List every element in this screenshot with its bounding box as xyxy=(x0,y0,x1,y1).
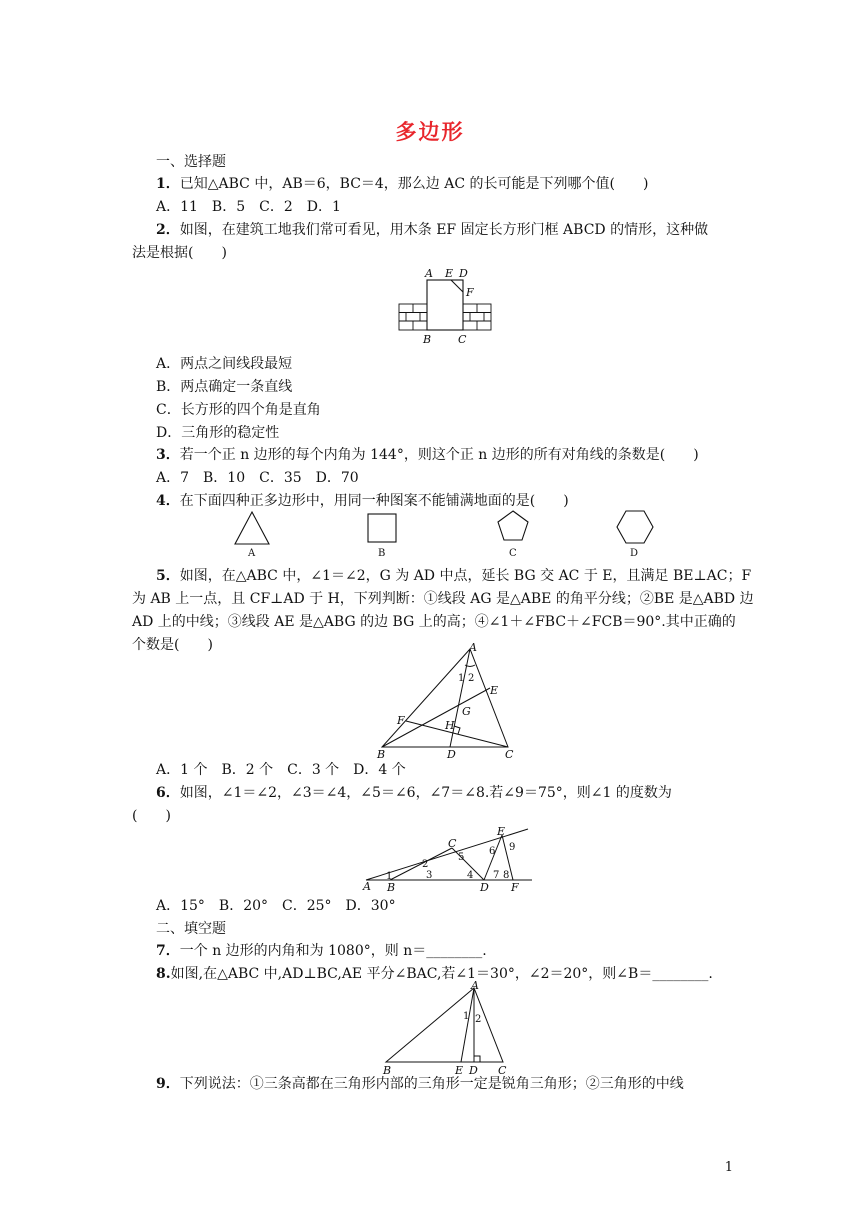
label-a: A xyxy=(471,980,479,992)
question-text: 下列说法：①三条高都在三角形内部的三角形一定是锐角三角形；②三角形的中线 xyxy=(179,1076,684,1092)
question-text: 如图，在建筑工地我们常可看见，用木条 EF 固定长方形门框 ABCD 的情形，这种做 xyxy=(179,222,709,238)
label-f: F xyxy=(466,286,474,299)
label-b: B xyxy=(383,1064,392,1076)
question-5 xyxy=(156,565,752,587)
question-2 xyxy=(156,219,738,241)
label-f: F xyxy=(511,881,519,893)
label-g: G xyxy=(462,705,471,718)
question-text: 一个 n 边形的内角和为 1080°，则 n＝________. xyxy=(179,943,487,959)
question-number: 5． xyxy=(156,568,180,584)
altitude-bisector-figure xyxy=(378,980,510,1076)
label-b: B xyxy=(378,548,386,559)
label-angle-1: 1 xyxy=(463,1011,470,1022)
page-number: 1 xyxy=(724,1160,733,1175)
label-angle-1: 1 xyxy=(458,673,465,684)
question-9 xyxy=(156,1073,738,1095)
left-brick-wall xyxy=(399,304,427,330)
label-angle-9: 9 xyxy=(509,842,516,853)
triangle-angle-bisector-figure xyxy=(372,643,522,761)
label-angle-6: 6 xyxy=(489,846,496,857)
label-e: E xyxy=(490,684,499,697)
door-frame-figure xyxy=(395,266,495,350)
label-angle-7: 7 xyxy=(493,870,500,881)
label-c: C xyxy=(498,1064,507,1076)
right-angle-mark-h xyxy=(454,726,460,734)
label-c: C xyxy=(458,333,467,346)
question-7 xyxy=(156,940,761,962)
door-frame-rect xyxy=(427,280,463,330)
question-text: 如图，∠1＝∠2，∠3＝∠4，∠5＝∠6，∠7＝∠8.若∠9＝75°，则∠1 的度数为 xyxy=(179,785,672,801)
section-choice-heading: 一、选择题 xyxy=(156,154,226,170)
label-d: D xyxy=(469,1064,478,1076)
pentagon-shape xyxy=(498,511,528,540)
question-2-option-d: D．三角形的稳定性 xyxy=(156,425,280,441)
segment-bc xyxy=(390,848,452,880)
label-angle-8: 8 xyxy=(503,870,510,881)
question-2-continuation: 法是根据( ) xyxy=(132,245,227,261)
angle-arc-a xyxy=(465,665,475,667)
label-e: E xyxy=(497,825,506,838)
label-angle-2: 2 xyxy=(475,1014,482,1025)
label-d: D xyxy=(630,548,639,559)
label-angle-5: 5 xyxy=(458,852,465,863)
question-number: 9． xyxy=(156,1076,180,1092)
right-angle-mark-d xyxy=(474,1056,480,1062)
question-5-line-3: AD 上的中线；③线段 AE 是△ABG 的边 BG 上的高；④∠1＋∠FBC＋∠FCB＝90°.其中正确的 xyxy=(132,614,736,630)
question-6 xyxy=(156,782,738,804)
label-e: E xyxy=(455,1064,464,1076)
question-5-line-4: 个数是( ) xyxy=(132,637,213,653)
label-a: A xyxy=(363,880,371,893)
label-angle-3: 3 xyxy=(426,870,433,881)
label-d: D xyxy=(447,748,456,761)
question-1 xyxy=(156,173,761,195)
square-shape xyxy=(368,514,396,542)
question-6-continuation: ( ) xyxy=(132,808,171,824)
bisector-ae xyxy=(461,988,474,1062)
question-text: 若一个正 n 边形的每个内角为 144°，则这个正 n 边形的所有对角线的条数是( ) xyxy=(179,447,699,463)
question-number: 4． xyxy=(156,493,180,509)
polygon-options-figure xyxy=(225,507,665,559)
segment-cf xyxy=(406,721,508,747)
label-angle-4: 4 xyxy=(467,870,474,881)
section-fill-heading: 二、填空题 xyxy=(156,921,226,937)
question-2-option-c: C．长方形的四个角是直角 xyxy=(156,402,321,418)
question-6-options: A．15° B．20° C．25° D．30° xyxy=(156,898,396,914)
label-a: A xyxy=(248,548,256,559)
label-angle-2: 2 xyxy=(468,673,475,684)
zigzag-angles-figure xyxy=(360,823,532,893)
question-number: 8. xyxy=(156,966,171,982)
segment-ad xyxy=(450,649,470,747)
label-b: B xyxy=(423,333,432,346)
question-number: 6． xyxy=(156,785,180,801)
question-text: 如图，在△ABC 中，∠1＝∠2，G 为 AD 中点，延长 BG 交 AC 于 E，且满足 BE⊥AC；F xyxy=(179,568,752,584)
hexagon-shape xyxy=(617,511,653,543)
question-2-option-b: B．两点确定一条直线 xyxy=(156,379,293,395)
triangle-shape xyxy=(235,512,269,544)
triangle-abc xyxy=(386,988,503,1062)
label-angle-2: 2 xyxy=(422,859,429,870)
label-c: C xyxy=(448,837,457,850)
triangle-abc xyxy=(382,649,508,747)
label-b: B xyxy=(377,748,386,761)
label-c: C xyxy=(509,548,517,559)
label-c: C xyxy=(505,748,514,761)
page-title: 多边形 xyxy=(395,120,465,144)
question-text: 已知△ABC 中，AB＝6，BC＝4，那么边 AC 的长可能是下列哪个值( ) xyxy=(179,176,649,192)
question-2-option-a: A．两点之间线段最短 xyxy=(156,356,293,372)
question-number: 7． xyxy=(156,943,180,959)
question-number: 3． xyxy=(156,447,180,463)
label-e: E xyxy=(445,267,454,280)
question-1-options: A．11 B．5 C．2 D．1 xyxy=(156,199,341,215)
question-number: 2． xyxy=(156,222,180,238)
right-brick-wall xyxy=(463,304,491,330)
question-number: 1． xyxy=(156,176,180,192)
question-5-line-2: 为 AB 上一点，且 CF⊥AD 于 H，下列判断：①线段 AG 是△ABE 的角平分线；②BE 是△ABD 边 xyxy=(132,591,754,607)
label-a: A xyxy=(425,267,433,280)
label-d: D xyxy=(480,881,489,893)
label-f: F xyxy=(397,714,405,727)
label-a: A xyxy=(469,643,477,654)
question-3-options: A．7 B．10 C．35 D．70 xyxy=(156,470,359,486)
label-angle-1: 1 xyxy=(386,871,393,882)
question-text: 在下面四种正多边形中，用同一种图案不能铺满地面的是( ) xyxy=(179,493,569,509)
label-h: H xyxy=(445,719,455,732)
label-d: D xyxy=(459,267,468,280)
question-text: 如图,在△ABC 中,AD⊥BC,AE 平分∠BAC,若∠1＝30°，∠2＝20°，则∠B＝________. xyxy=(170,966,713,982)
question-5-options: A．1 个 B．2 个 C．3 个 D．4 个 xyxy=(156,762,406,778)
label-b: B xyxy=(387,881,396,893)
question-3 xyxy=(156,444,761,466)
